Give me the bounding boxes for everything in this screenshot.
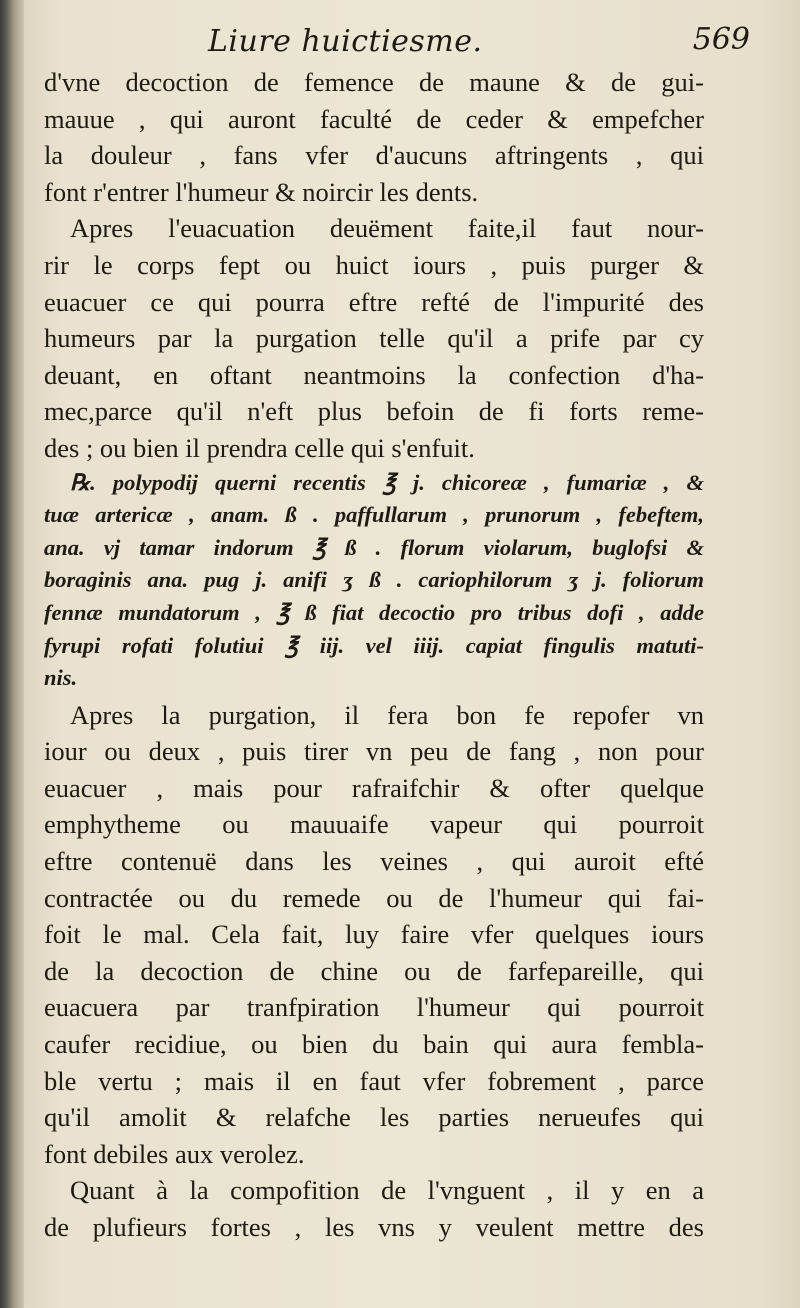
- recipe-line: fennæ mundatorum , ℥ ß fiat decoctio pro tribus dofi , adde: [44, 599, 704, 625]
- text-line: Quant à la compofition de l'vnguent , il y en a: [70, 1175, 704, 1206]
- recipe-line: tuæ artericæ , anam. ß . paffullarum , prunorum , febeftem,: [44, 502, 704, 528]
- recipe-line: ℞. polypodij querni recentis ℥ j. chicoreæ , fumariæ , &: [70, 469, 704, 495]
- text-line: euacuer ce qui pourra eftre refté de l'impurité des: [44, 286, 704, 317]
- text-line: eftre contenuë dans les veines , qui auroit efté: [44, 846, 704, 877]
- recipe-line: boraginis ana. pug j. anifi ʒ ß . cariophilorum ʒ j. foliorum: [44, 567, 704, 593]
- book-gutter: [0, 0, 24, 1308]
- page-number: 569: [692, 22, 750, 57]
- text-line: euacuera par tranfpiration l'humeur qui pourroit: [44, 992, 704, 1023]
- text-line: caufer recidiue, ou bien du bain qui aura fembla-: [44, 1029, 704, 1060]
- recipe-line: ana. vj tamar indorum ℥ ß . florum violarum, buglofsi &: [44, 534, 704, 560]
- text-line: emphytheme ou mauuaife vapeur qui pourroit: [44, 809, 704, 840]
- text-line: font r'entrer l'humeur & noircir les dents.: [44, 176, 479, 207]
- text-line: humeurs par la purgation telle qu'il a prife par cy: [44, 323, 704, 354]
- running-title: Liure huictiesme.: [208, 24, 483, 59]
- running-head: [40, 18, 760, 66]
- recipe-paragraph: [44, 467, 704, 695]
- text-line: ble vertu ; mais il en faut vfer fobrement , parce: [44, 1065, 704, 1096]
- text-line: la douleur , fans vfer d'aucuns aftringents , qui: [44, 140, 704, 171]
- text-line: mec,parce qu'il n'eft plus befoin de fi forts reme-: [44, 396, 704, 427]
- text-line: Apres la purgation, il fera bon fe repofer vn: [70, 699, 704, 730]
- text-block: [44, 64, 704, 1246]
- paragraph-4: [44, 1172, 704, 1245]
- recipe-line: fyrupi rofati folutiui ℥ iij. vel iiij. capiat fingulis matuti-: [44, 632, 704, 658]
- text-line: euacuer , mais pour rafraifchir & ofter quelque: [44, 772, 704, 803]
- paragraph-2: [44, 210, 704, 466]
- text-line: Apres l'euacuation deuëment faite,il faut nour-: [70, 213, 704, 244]
- text-line: contractée ou du remede ou de l'humeur qui fai-: [44, 882, 704, 913]
- text-line: mauue , qui auront faculté de ceder & empefcher: [44, 103, 704, 134]
- text-line: qu'il amolit & relafche les parties nerueufes qui: [44, 1102, 704, 1133]
- text-line: d'vne decoction de femence de maune & de gui-: [44, 67, 704, 97]
- text-line: de plufieurs fortes , les vns y veulent mettre des: [44, 1212, 704, 1242]
- paragraph-1: [44, 64, 704, 210]
- paragraph-3: [44, 697, 704, 1173]
- text-line: deuant, en oftant neantmoins la confection d'ha-: [44, 359, 704, 390]
- text-line: foit le mal. Cela fait, luy faire vfer quelques iours: [44, 919, 704, 950]
- text-line: des ; ou bien il prendra celle qui s'enfuit.: [44, 432, 475, 463]
- text-line: font debiles aux verolez.: [44, 1138, 305, 1169]
- text-line: rir le corps fept ou huict iours , puis purger &: [44, 249, 704, 280]
- text-line: iour ou deux , puis tirer vn peu de fang , non pour: [44, 736, 704, 767]
- text-line: de la decoction de chine ou de farfepareille, qui: [44, 955, 704, 986]
- recipe-line: nis.: [44, 665, 78, 691]
